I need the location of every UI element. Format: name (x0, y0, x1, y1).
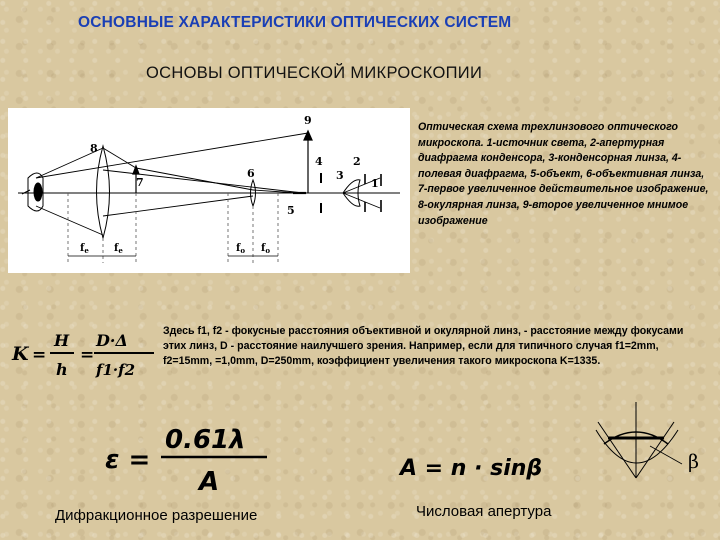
optical-scheme-diagram (8, 108, 410, 273)
svg-text:h: h (56, 360, 68, 379)
cone-left (598, 422, 636, 478)
diffraction-label: Дифракционное разрешение (55, 507, 258, 524)
diagram-caption: Оптическая схема трехлинзового оптического микроскопа. 1-источник света, 2-апертурная диафрагма конденсора, 3-конденсорная линза, 4-полевая диафрагма, 5-объект, 6-объективная линза, 7-первое увеличенное действительное изображение, 8-окулярная линза, 9-второе увеличенное мнимое изображение (418, 121, 709, 227)
page-subtitle: ОСНОВЫ ОПТИЧЕСКОЙ МИКРОСКОПИИ (146, 64, 483, 82)
focus-dashed-lines (68, 193, 278, 263)
aperture-label: Числовая апертура (416, 503, 552, 520)
svg-text:A: A (199, 467, 220, 497)
focal-fo-left: $f_o$ (236, 243, 245, 255)
beta-symbol: β (688, 451, 699, 473)
svg-text:ε =: ε = (105, 445, 151, 475)
page-title: ОСНОВНЫЕ ХАРАКТЕРИСТИКИ ОПТИЧЕСКИХ СИСТЕМ (78, 14, 512, 31)
svg-text:H: H (54, 331, 70, 350)
magnification-equation (10, 322, 158, 392)
label-6: 6 (247, 167, 255, 180)
label-7: 7 (136, 176, 144, 189)
svg-text:K: K (12, 343, 29, 365)
svg-text:=: = (80, 345, 95, 365)
explanation-text: Здесь f1, f2 - фокусные расстояния объективной и окулярной линз, - расстояние между фокусами этих линз, D - расстояние наилучшего зрения. Например, если для типичного случая f1=2mm, f2=15mm, =1,0mm, D=250mm, коэффициент увеличения такого микроскопа K=1335. (163, 325, 684, 367)
diffraction-equation (103, 410, 283, 500)
beta-pointer (650, 446, 682, 464)
aperture-angle-diagram (590, 400, 714, 496)
label-9: 9 (304, 114, 312, 127)
label-5: 5 (287, 204, 295, 217)
svg-text:=: = (32, 345, 47, 365)
eyepiece-lens (97, 146, 110, 238)
label-2: 2 (353, 155, 361, 168)
svg-text:A = n · sinβ: A = n · sinβ (400, 456, 543, 481)
cone-right (636, 422, 674, 478)
focal-fo-right: $f_o$ (261, 243, 270, 255)
label-3: 3 (336, 169, 344, 182)
label-1: 1 (371, 177, 379, 190)
svg-text:f1·f2: f1·f2 (96, 361, 136, 379)
svg-text:D·Δ: D·Δ (96, 331, 128, 350)
focal-fe-left: $f_e$ (80, 243, 89, 255)
ray-lines (36, 133, 380, 235)
svg-text:0.61λ: 0.61λ (165, 425, 246, 455)
aperture-equation (398, 449, 558, 483)
focal-fe-right: $f_e$ (114, 243, 123, 255)
label-8: 8 (90, 142, 98, 155)
label-4: 4 (315, 155, 323, 168)
eye-icon (22, 173, 43, 211)
